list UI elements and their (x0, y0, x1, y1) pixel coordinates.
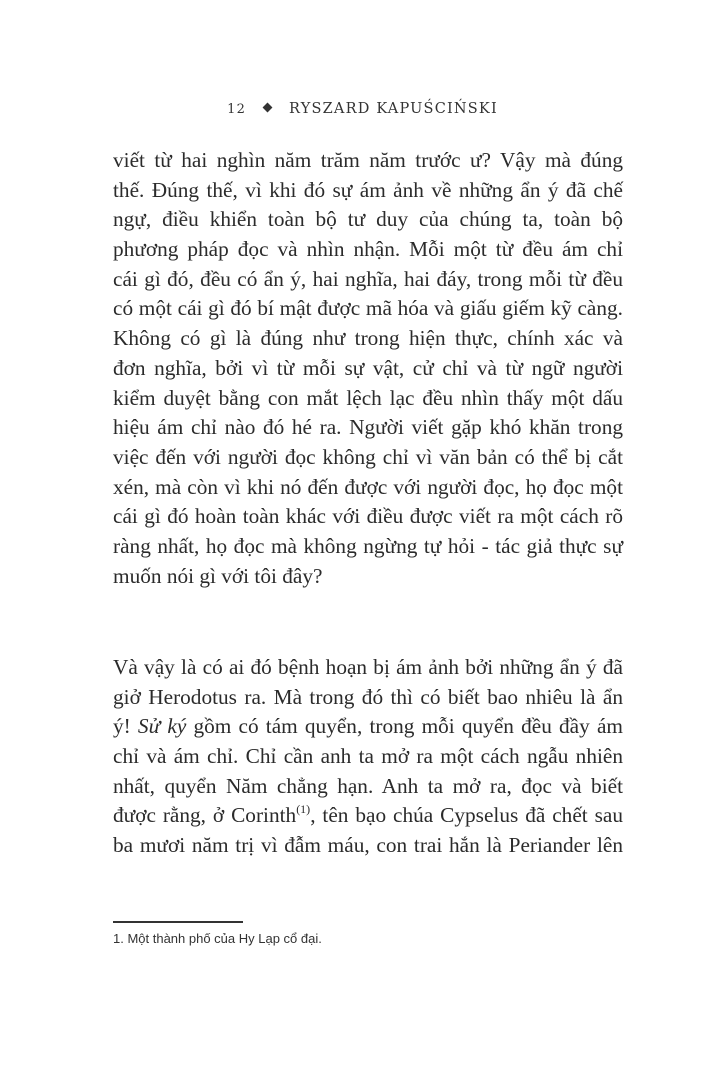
author-name: RYSZARD KAPUŚCIŃSKI (289, 101, 498, 117)
page-number: 12 (227, 102, 247, 117)
footnote-text: 1. Một thành phố của Hy Lạp cổ đại. (113, 931, 322, 946)
text-segment: ý! (113, 714, 138, 739)
text-line: thế. Đúng thế, vì khi đó sự ám ảnh về những ẩn ý đã chế (113, 177, 623, 202)
book-title-italic: Sử ký (137, 714, 187, 739)
text-line: cái gì đó, đều có ẩn ý, hai nghĩa, hai đáy, trong mỗi từ đều (113, 266, 623, 291)
text-line: có một cái gì đó bí mật được mã hóa và giấu giếm kỹ càng. (113, 296, 623, 321)
text-line: muốn nói gì với tôi đây? (113, 563, 323, 588)
text-line: ngự, điều khiển toàn bộ tư duy của chúng ta, toàn bộ (113, 207, 623, 232)
text-line (113, 712, 623, 742)
text-line (113, 801, 623, 831)
text-line: ba mươi năm trị vì đẫm máu, con trai hắn là Periander lên (113, 833, 623, 858)
diamond-separator-icon (263, 103, 273, 113)
text-segment: gồm có tám quyển, trong mỗi quyển đều đầy ám (186, 714, 623, 739)
text-line: kiểm duyệt bằng con mắt lệch lạc đều nhìn thấy một dấu (113, 385, 623, 410)
running-header (0, 101, 725, 117)
paragraph-1 (113, 146, 623, 591)
text-line: Và vậy là có ai đó bệnh hoạn bị ám ảnh bởi những ẩn ý đã (113, 655, 623, 679)
text-line: cái gì đó hoàn toàn khác với điều được viết ra một cách rõ (113, 504, 623, 529)
paragraph-2 (113, 653, 623, 861)
text-line: giở Herodotus ra. Mà trong đó thì có biết bao nhiêu là ẩn (113, 684, 623, 709)
text-line: đơn nghĩa, bởi vì từ mỗi sự vật, cử chỉ và từ ngữ người (113, 355, 623, 380)
text-line: xén, mà còn vì khi nó đến được với người đọc, họ đọc một (113, 474, 623, 499)
text-segment: được rằng, ở Corinth (113, 803, 297, 828)
text-line: nhất, quyển Năm chẳng hạn. Anh ta mở ra, đọc và biết (113, 773, 623, 798)
text-line: Không có gì là đúng như trong hiện thực, chính xác và (113, 326, 623, 351)
text-line: việc đến với người đọc không chỉ vì văn bản có thể bị cắt (113, 444, 623, 469)
text-line: chỉ và ám chỉ. Chỉ cần anh ta mở ra một cách ngẫu nhiên (113, 744, 623, 769)
footnote-divider (113, 921, 243, 923)
footnote-reference[interactable]: (1) (296, 802, 311, 817)
text-line: ràng nhất, họ đọc mà không ngừng tự hỏi - tác giả thực sự (113, 533, 623, 558)
text-segment: , tên bạo chúa Cypselus đã chết sau (310, 803, 623, 828)
text-line: viết từ hai nghìn năm trăm năm trước ư? Vậy mà đúng (113, 148, 623, 172)
text-line: phương pháp đọc và nhìn nhận. Mỗi một từ đều ám chỉ (113, 237, 623, 262)
text-line: hiệu ám chỉ nào đó hé ra. Người viết gặp khó khăn trong (113, 415, 623, 440)
